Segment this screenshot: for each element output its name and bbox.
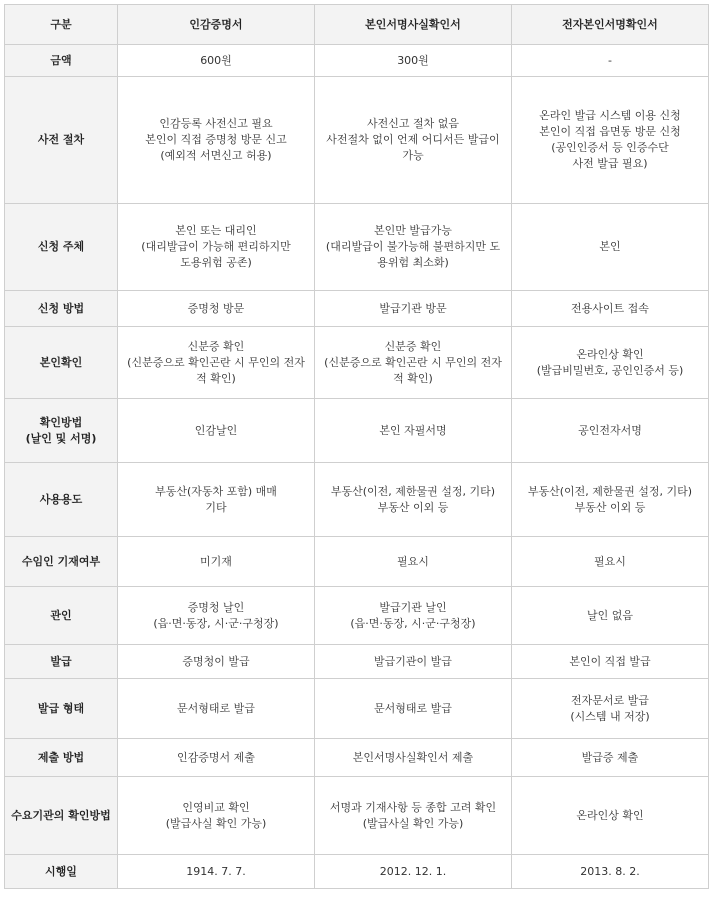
table-row — [5, 327, 709, 399]
table-row — [5, 537, 709, 587]
table-cell: 2012. 12. 1. — [315, 855, 512, 889]
table-cell: 발급기관이 발급 — [315, 645, 512, 679]
table-cell: 인영비교 확인 (발급사실 확인 가능) — [118, 777, 315, 855]
row-label-fee: 금액 — [5, 45, 118, 77]
table-cell: 서명과 기재사항 등 종합 고려 확인 (발급사실 확인 가능) — [315, 777, 512, 855]
table-row — [5, 77, 709, 204]
table-cell: 부동산(이전, 제한물권 설정, 기타) 부동산 이외 등 — [512, 463, 709, 537]
table-row — [5, 291, 709, 327]
table-cell: 문서형태로 발급 — [315, 679, 512, 739]
table-cell: 부동산(이전, 제한물권 설정, 기타) 부동산 이외 등 — [315, 463, 512, 537]
table-cell: 신분증 확인 (신분증으로 확인곤란 시 무인의 전자 적 확인) — [315, 327, 512, 399]
table-cell: 사전신고 절차 없음 사전절차 없이 언제 어디서든 발급이 가능 — [315, 77, 512, 204]
row-label-applicant: 신청 주체 — [5, 204, 118, 291]
table-cell: 2013. 8. 2. — [512, 855, 709, 889]
table-cell: 온라인상 확인 — [512, 777, 709, 855]
row-label-application-method: 신청 방법 — [5, 291, 118, 327]
table-cell: 본인서명사실확인서 제출 — [315, 739, 512, 777]
table-header-row — [5, 5, 709, 45]
table-cell: 1914. 7. 7. — [118, 855, 315, 889]
row-label-usage: 사용용도 — [5, 463, 118, 537]
table-cell: 온라인 발급 시스템 이용 신청 본인이 직접 읍면동 방문 신청 (공인인증서 등 인증수단 사전 발급 필요) — [512, 77, 709, 204]
table-cell: 인감증명서 제출 — [118, 739, 315, 777]
table-cell: 전용사이트 접속 — [512, 291, 709, 327]
table-row — [5, 399, 709, 463]
table-row — [5, 739, 709, 777]
table-cell: 부동산(자동차 포함) 매매 기타 — [118, 463, 315, 537]
table-cell: 본인 — [512, 204, 709, 291]
row-label-prior-procedure: 사전 절차 — [5, 77, 118, 204]
table-row — [5, 45, 709, 77]
table-cell: 온라인상 확인 (발급비밀번호, 공인인증서 등) — [512, 327, 709, 399]
table-row — [5, 645, 709, 679]
table-cell: 인감날인 — [118, 399, 315, 463]
table-cell: 미기재 — [118, 537, 315, 587]
row-label-identity-check: 본인확인 — [5, 327, 118, 399]
table-cell: 본인만 발급가능 (대리발급이 불가능해 불편하지만 도 용위험 최소화) — [315, 204, 512, 291]
table-row — [5, 204, 709, 291]
table-cell: 발급증 제출 — [512, 739, 709, 777]
table-row — [5, 587, 709, 645]
table-cell: 필요시 — [315, 537, 512, 587]
row-label-agent-entry: 수임인 기재여부 — [5, 537, 118, 587]
table-cell: 발급기관 날인 (읍·면·동장, 시·군·구청장) — [315, 587, 512, 645]
table-cell: 신분증 확인 (신분증으로 확인곤란 시 무인의 전자 적 확인) — [118, 327, 315, 399]
table-cell: 전자문서로 발급 (시스템 내 저장) — [512, 679, 709, 739]
table-cell: 발급기관 방문 — [315, 291, 512, 327]
table-cell: 본인 또는 대리인 (대리발급이 가능해 편리하지만 도용위험 공존) — [118, 204, 315, 291]
header-category: 구분 — [5, 5, 118, 45]
row-label-verification-method: 확인방법 (날인 및 서명) — [5, 399, 118, 463]
table-row — [5, 679, 709, 739]
table-row — [5, 855, 709, 889]
table-cell: 본인이 직접 발급 — [512, 645, 709, 679]
table-row — [5, 463, 709, 537]
row-label-official-seal: 관인 — [5, 587, 118, 645]
table-cell: - — [512, 45, 709, 77]
table-row — [5, 777, 709, 855]
header-signature-confirmation: 본인서명사실확인서 — [315, 5, 512, 45]
table-cell: 본인 자필서명 — [315, 399, 512, 463]
header-seal-certificate: 인감증명서 — [118, 5, 315, 45]
row-label-effective-date: 시행일 — [5, 855, 118, 889]
table-cell: 300원 — [315, 45, 512, 77]
row-label-agency-verification: 수요기관의 확인방법 — [5, 777, 118, 855]
table-cell: 공인전자서명 — [512, 399, 709, 463]
row-label-issuance: 발급 — [5, 645, 118, 679]
table-cell: 필요시 — [512, 537, 709, 587]
row-label-submission-method: 제출 방법 — [5, 739, 118, 777]
table-cell: 날인 없음 — [512, 587, 709, 645]
comparison-table-container — [4, 4, 708, 889]
table-cell: 600원 — [118, 45, 315, 77]
table-cell: 증명청 방문 — [118, 291, 315, 327]
table-cell: 증명청이 발급 — [118, 645, 315, 679]
header-electronic-signature-confirmation: 전자본인서명확인서 — [512, 5, 709, 45]
table-cell: 증명청 날인 (읍·면·동장, 시·군·구청장) — [118, 587, 315, 645]
comparison-table — [4, 4, 709, 889]
table-cell: 문서형태로 발급 — [118, 679, 315, 739]
table-cell: 인감등록 사전신고 필요 본인이 직접 증명청 방문 신고 (예외적 서면신고 허용) — [118, 77, 315, 204]
row-label-issuance-form: 발급 형태 — [5, 679, 118, 739]
